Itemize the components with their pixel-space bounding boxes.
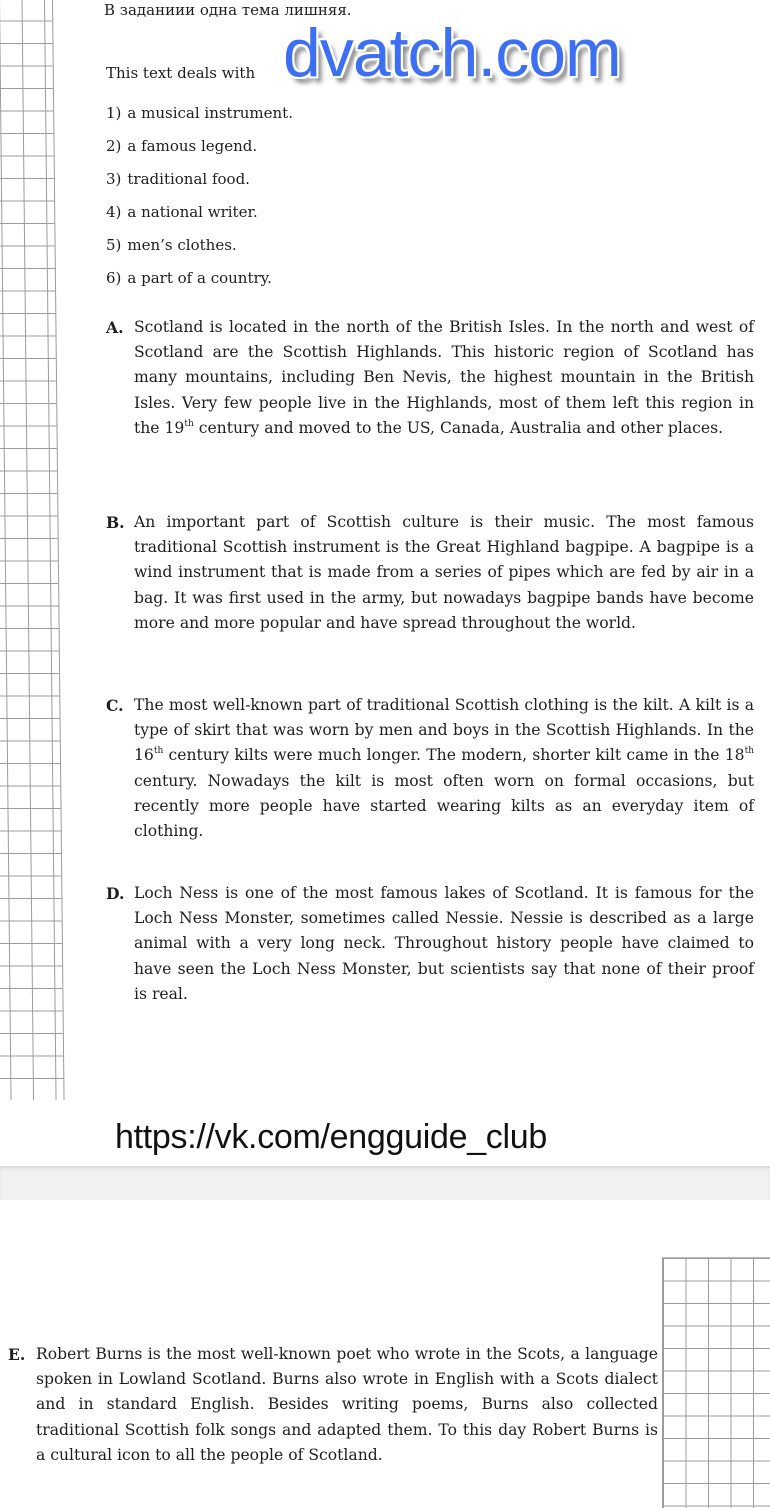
- topic-text: a musical instrument.: [127, 104, 293, 122]
- topic-text: a part of a country.: [127, 269, 272, 287]
- topic-number: 6): [106, 269, 122, 287]
- source-link[interactable]: https://vk.com/engguide_club: [115, 1118, 547, 1156]
- topic-number: 3): [106, 170, 122, 188]
- page-bottom: [0, 1200, 770, 1503]
- paragraph-text: The most well-known part of traditional Scottish clothing is the kilt. A kilt is a type of skirt that was worn by men and boys in the Scottish Highlands. In the 16: [134, 696, 754, 765]
- topic-list: [106, 97, 293, 295]
- paragraph-text: Scotland is located in the north of the British Isles. In the north and west of Scotland are the Scottish Highlands. This historic region of Scotland has many mountains, including Ben Nevis, the highest mountain in the British Isles. Very few people live in the Highlands, most of them left this region in the 19: [134, 318, 754, 437]
- paragraph-d: [106, 881, 754, 1007]
- topic-text: a national writer.: [127, 203, 258, 221]
- topic-text: traditional food.: [127, 170, 250, 188]
- topic-item: [106, 163, 293, 196]
- paragraph-letter: B.: [106, 513, 125, 532]
- topic-number: 4): [106, 203, 122, 221]
- paragraph-text: An important part of Scottish culture is their music. The most famous traditional Scottish instrument is the Great Highland bagpipe. A bagpipe is a wind instrument that is made from a series of pipes which are fed by air in a bag. It was first used in the army, but nowadays bagpipe bands have become more and more popular and have spread throughout the world.: [134, 513, 754, 632]
- paragraph-c: [106, 693, 754, 844]
- superscript: th: [184, 418, 194, 429]
- topic-item: [106, 97, 293, 130]
- paragraph-text: Loch Ness is one of the most famous lakes of Scotland. It is famous for the Loch Ness Monster, sometimes called Nessie. Nessie is described as a large animal with a very long neck. Throughout history people have claimed to have seen the Loch Ness Monster, but scientists say that none of their proof is real.: [134, 884, 754, 1003]
- topic-number: 5): [106, 236, 122, 254]
- page-separator: [0, 1166, 770, 1200]
- topic-text: a famous legend.: [127, 137, 258, 155]
- topic-item: [106, 262, 293, 295]
- superscript: th: [153, 746, 164, 757]
- paragraph-text: century. Nowadays the kilt is most often worn on formal occasions, but recently more people have started wearing kilts as an everyday item of clothing.: [134, 771, 754, 841]
- topic-item: [106, 196, 293, 229]
- task-instruction: В заданиии одна тема лишняя.: [104, 1, 352, 19]
- paragraph-b: [106, 510, 754, 636]
- topic-item: [106, 130, 293, 163]
- graph-paper-margin: [0, 0, 65, 1100]
- paragraph-text: century and moved to the US, Canada, Australia and other places.: [193, 418, 724, 437]
- paragraph-e: [8, 1342, 658, 1468]
- paragraph-text: century kilts were much longer. The modern, shorter kilt came in the 18: [163, 746, 745, 765]
- topic-item: [106, 229, 293, 262]
- topic-number: 1): [106, 104, 122, 122]
- topic-text: men’s clothes.: [127, 236, 237, 254]
- graph-paper-margin: [662, 1257, 770, 1508]
- paragraph-letter: D.: [106, 884, 125, 903]
- paragraph-a: [106, 315, 754, 441]
- intro-text: This text deals with: [106, 64, 256, 82]
- topic-number: 2): [106, 137, 122, 155]
- paragraph-letter: A.: [106, 318, 124, 337]
- superscript: th: [744, 746, 754, 757]
- paragraph-letter: E.: [8, 1345, 26, 1364]
- paragraph-text: Robert Burns is the most well-known poet who wrote in the Scots, a language spoken in Lowland Scotland. Burns also wrote in English with a Scots dialect and in standard English. Besides writing poems, Burns also collected traditional Scottish folk songs and adapted them. To this day Robert Burns is a cultural icon to all the people of Scotland.: [36, 1345, 658, 1464]
- watermark-logo: dvatch.com: [283, 15, 621, 91]
- paragraph-letter: C.: [106, 696, 124, 715]
